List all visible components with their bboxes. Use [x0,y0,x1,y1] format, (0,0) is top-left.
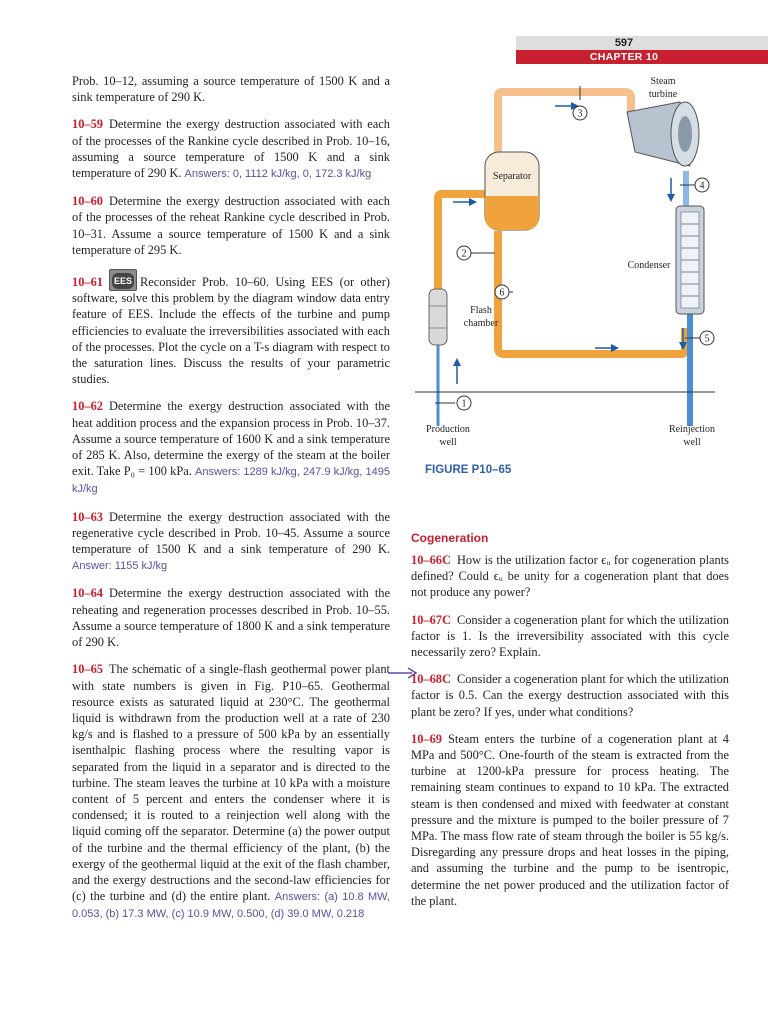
section-title: Cogeneration [411,531,489,545]
problem-number: 10–66C [411,553,451,567]
problem-answer: Answers: 1289 kJ/kg, 247.9 kJ/kg, 1495 kJ/kg [72,466,390,496]
problem-10-63 [72,509,390,575]
problem-10-60 [72,193,390,258]
state-3-label: 3 [577,108,583,120]
problem-text: Consider a cogeneration plant for which the utilization factor is 0.5. Can the exergy destruction associated with this plant be zero? If yes, under what conditions? [411,672,729,719]
problem-10-64 [72,585,390,650]
left-column [72,73,390,934]
production-label: Production [426,424,470,435]
chamber-label: chamber [463,318,499,329]
problem-10-66c [411,552,729,601]
problem-text: Prob. 10–12, assuming a source temperature of 1500 K and a sink temperature of 290 K. [72,74,390,105]
problem-answer: Answer: 1155 kJ/kg [72,560,168,573]
problem-text: Determine the exergy destruction associated with the regenerative cycle described in Prob. 10–45. Assume a source temperature of 1500 K and a sink temperature of 290 K. [72,509,390,557]
reinjection-well-label: well [683,437,701,448]
right-column [411,552,729,920]
problem-10-68c [411,671,729,720]
problem-text: How is the utilization factor ϵᵤ for cogeneration plants defined? Could ϵᵤ be unity for a cogeneration plant that does not produce any power? [411,553,729,600]
problem-continuation [72,73,390,105]
problem-text: Determine the exergy destruction associated with the reheating and regeneration processes described in Prob. 10–55. Assume a source temperature of 1800 K and a sink temperature of 290 K. [72,586,390,650]
chapter-label: CHAPTER 10 [589,51,659,63]
reinjection-label: Reinjection [668,424,716,435]
problem-number: 10–61 [72,275,103,290]
geothermal-plant-diagram [395,66,768,466]
problem-10-61 [72,269,390,387]
condenser [628,206,704,314]
problem-text: Consider a cogeneration plant for which the utilization factor is 1. Is the irreversibility associated with this cycle necessarily zero? Explain. [411,612,729,660]
problem-number: 10–68C [411,672,451,687]
problem-10-65 [72,661,390,922]
flash-label: Flash [470,305,492,316]
condenser-label: Condenser [627,260,671,271]
problem-10-69 [411,731,729,909]
state-4-label: 4 [699,180,705,192]
flash-chamber [429,289,499,345]
problem-answer: Answers: 0, 1112 kJ/kg, 0, 172.3 kJ/kg [184,168,372,181]
problem-10-62 [72,398,390,497]
turbine-label: turbine [648,89,678,100]
separator [485,152,539,230]
steam-label: Steam [650,76,676,87]
problem-number: 10–64 [72,586,103,601]
state-5-label: 5 [704,333,710,345]
figure-caption: FIGURE P10–65 [425,464,512,476]
separator-label: Separator [492,171,532,182]
page-number: 597 [614,37,634,49]
state-6-label: 6 [499,287,505,299]
problem-number: 10–67C [411,612,451,627]
problem-answer: Answers: (a) 10.8 MW, 0.053, (b) 17.3 MW, (c) 10.9 MW, 0.500, (d) 39.0 MW, 0.218 [72,891,390,921]
problem-text: The schematic of a single-flash geothermal power plant with state numbers is given in Fig. P10–65. Geothermal resource exists as saturated liquid at 230°C. The geothermal liquid is withdrawn from the production well at a rate of 230 kg/s and is flashed to a pressure of 500 kPa by an essentially isenthalpic flashing process where the resulting vapor is separated from the liquid in a separator and is directed to the turbine. The steam leaves the turbine at 10 kPa with a moisture content of 5 percent and enters the condenser where it is condensed; it is routed to a reinjection well along with the liquid coming off the separator. Determine (a) the power output of the turbine and the thermal efficiency of the plant, (b) the exergy of the geothermal liquid at the exit of the flash chamber, and the exergy destructions and the second-law efficiencies for (c) the turbine and (d) the entire plant. [72,662,390,904]
ees-icon [109,269,137,291]
problem-number: 10–63 [72,509,103,524]
production-well-label: well [439,437,457,448]
problem-text: Determine the exergy destruction associated with the heat addition process and the expansion process in Prob. 10–37. Assume a source temperature of 1600 K and a sink temperature of 285 K. Also, determine the exergy of the steam at the boiler exit. Take P₀ = 100 kPa. [72,399,390,479]
problem-text: Steam enters the turbine of a cogeneration plant at 4 MPa and 500°C. One-fourth of the steam is extracted from the turbine at 1200-kPa pressure for process heating. The remaining steam continues to expand to 10 kPa. The extracted steam is then condensed and mixed with feedwater at constant pressure and the mixture is pumped to the boiler pressure of 7 MPa. The mass flow rate of steam through the boiler is 55 kg/s. Disregarding any pressure drops and heat losses in the piping, and assuming the turbine and the pump to be isentropic, determine the net power produced and the utilization factor of the plant. [411,731,729,908]
state-1-label: 1 [461,398,467,410]
problem-text: Reconsider Prob. 10–60. Using EES (or other) software, solve this problem by the diagram window data entry feature of EES. Include the effects of the turbine and pump efficiencies to evaluate the irreversibilities associated with each of the processes. Plot the cycle on a T-s diagram with respect to the saturation lines. Discuss the results of your parametric studies. [72,275,390,387]
problem-number: 10–60 [72,194,103,209]
liquid-pipe-to-separator [438,194,485,296]
state-2-label: 2 [461,248,467,260]
problem-number: 10–59 [72,117,103,132]
problem-10-67c [411,612,729,661]
problem-number: 10–69 [411,731,442,746]
problem-text: Determine the exergy destruction associated with each of the processes of the reheat Rankine cycle described in Prob. 10–31. Assume a source temperature of 1500 K and a sink temperature of 295 K. [72,194,390,257]
problem-number: 10–65 [72,662,103,677]
ees-icon-label: EES [112,273,134,289]
problem-number: 10–62 [72,399,103,414]
problem-10-59 [72,116,390,182]
steam-turbine [627,76,699,166]
problem-text: Determine the exergy destruction associated with each of the processes of the Rankine cycle described in Prob. 10–16, assuming a source temperature of 1500 K and a sink temperature of 290 K. [72,117,390,181]
brine-pipe [498,231,685,354]
